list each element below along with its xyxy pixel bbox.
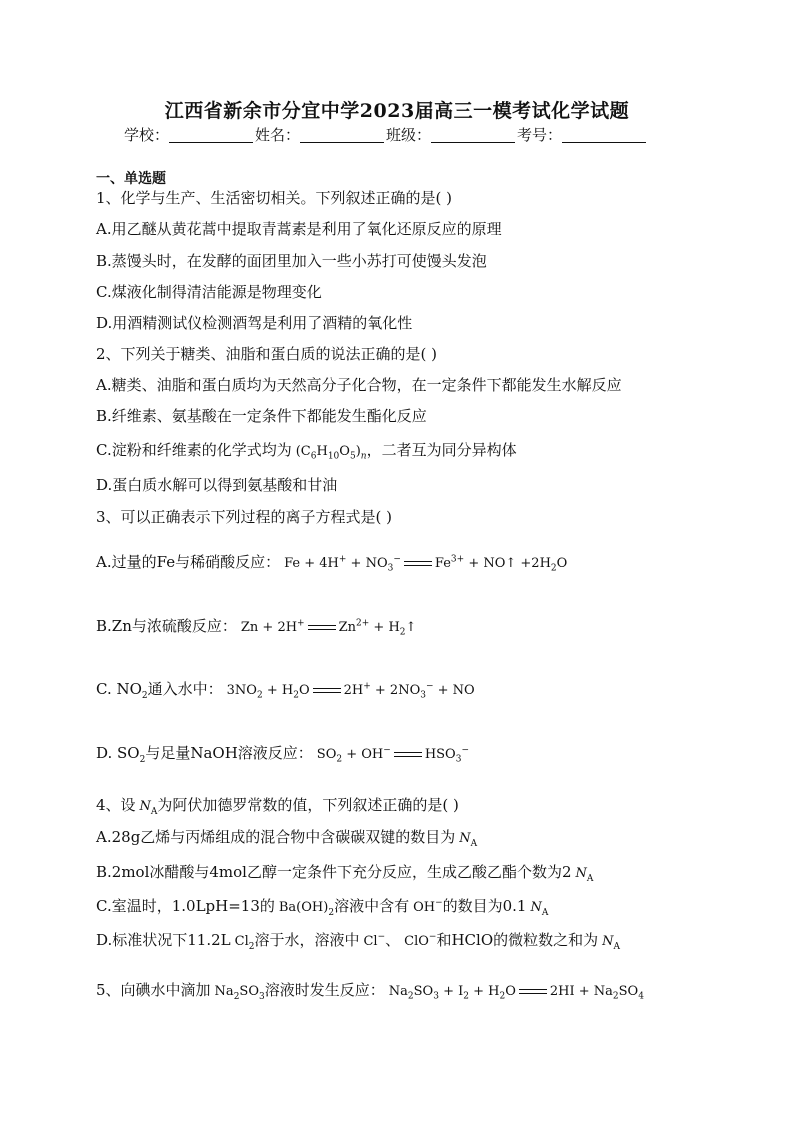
eq-sub: 3: [433, 991, 439, 1002]
eq-sub: A: [470, 839, 478, 849]
q3-d-equation: [316, 745, 469, 765]
class-label: 班级：: [386, 126, 432, 144]
q2-option-b: B.纤维素、氨基酸在一定条件下都能发生酯化反应: [96, 407, 427, 425]
q3-a-text: A.过量的Fe与稀硝酸反应：: [96, 553, 281, 571]
eq-sup: 2+: [356, 618, 370, 629]
number-label: 考号：: [517, 126, 563, 144]
equals-sign: [308, 625, 336, 631]
eq-sub: 2: [399, 627, 406, 638]
eq-sub: 2: [256, 690, 263, 701]
q4-c-text: C.室温时，1.0LpH=13的: [96, 897, 275, 915]
eq-part: O: [505, 984, 516, 999]
formula-sub: 5: [349, 451, 356, 462]
formula-part: O: [339, 444, 350, 459]
section-heading: 一、单选题: [96, 171, 166, 187]
equals-sign: [519, 989, 547, 995]
q3-d-text: D. SO: [96, 744, 140, 762]
q4-stem-text: 为阿伏加德罗常数的值，下列叙述正确的是( ): [157, 796, 459, 814]
q3-c-text: 通入水中：: [147, 680, 223, 698]
q5-stem-text: 溶液时发生反应：: [264, 981, 385, 999]
avogadro-symbol: N: [602, 934, 614, 949]
q2-c-suffix: ，二者互为同分异构体: [366, 441, 517, 459]
q4-stem-text: 4、设: [96, 796, 136, 814]
formula-sub: 10: [327, 451, 340, 462]
page-title: 江西省新余市分宜中学2023届高三一模考试化学试题: [164, 100, 630, 122]
q4-stem: [96, 795, 459, 817]
q3-d-text: 与足量NaOH溶液反应：: [145, 744, 313, 762]
q2-option-a: A.糖类、油脂和蛋白质均为天然高分子化合物，在一定条件下都能发生水解反应: [96, 376, 622, 394]
eq-part: Cl: [363, 934, 378, 949]
q2-option-d: D.蛋白质水解可以得到氨基酸和甘油: [96, 476, 338, 494]
eq-part: O: [298, 683, 310, 698]
q5-stem: [96, 980, 644, 1002]
q4-option-b: [96, 862, 593, 884]
eq-part: 2HI + Na: [549, 984, 613, 999]
eq-sub: 3: [420, 690, 426, 701]
avogadro-symbol: N: [459, 831, 471, 846]
q4-d-text: 、: [385, 931, 401, 949]
q3-option-c: [96, 679, 475, 701]
eq-sup: −: [425, 681, 434, 692]
q5-equation: [388, 984, 644, 1002]
eq-sub: 2: [293, 690, 299, 701]
eq-sup: −: [461, 745, 469, 756]
eq-part: SO: [413, 984, 434, 999]
eq-part: OH: [413, 900, 436, 915]
q3-c-text: C. NO: [96, 680, 142, 698]
equals-sign: [313, 688, 341, 694]
eq-part: ClO: [404, 934, 429, 949]
number-blank[interactable]: [562, 127, 646, 143]
eq-sub: A: [150, 807, 158, 817]
student-info-row: [124, 124, 648, 145]
eq-part: + 2NO: [370, 683, 421, 698]
school-blank[interactable]: [169, 127, 253, 143]
formula-sub: 6: [310, 451, 317, 462]
eq-sup: −: [393, 554, 401, 565]
name-label: 姓名：: [255, 126, 301, 144]
eq-part: SO: [618, 984, 639, 999]
formula-sub: n: [360, 451, 367, 462]
eq-part: Na: [388, 984, 408, 999]
eq-part: ↑: [405, 620, 417, 635]
eq-part: 2H: [343, 683, 364, 698]
q2-c-formula: [295, 444, 367, 462]
avogadro-symbol: N: [530, 900, 542, 915]
eq-sub: 3: [455, 754, 462, 765]
q3-option-b: [96, 616, 416, 638]
avogadro-symbol: N: [575, 866, 587, 881]
eq-sup: +: [297, 618, 305, 629]
eq-part: O: [556, 556, 568, 571]
eq-sup: −: [435, 898, 443, 908]
eq-sup: −: [428, 932, 437, 942]
formula-part: ): [355, 444, 361, 459]
q2-c-prefix: C.淀粉和纤维素的化学式均为: [96, 441, 292, 459]
eq-part: + H: [369, 620, 400, 635]
eq-part: + I: [438, 984, 464, 999]
eq-sup: 3+: [450, 554, 465, 565]
q4-d-text: 溶于水，溶液中: [254, 931, 360, 949]
eq-sub: A: [541, 908, 549, 918]
avogadro-symbol: N: [139, 799, 151, 814]
eq-part: Zn: [338, 620, 356, 635]
eq-sup: −: [377, 932, 386, 942]
q3-b-text: B.Zn与浓硫酸反应：: [96, 617, 237, 635]
q1-option-d: D.用酒精测试仪检测酒驾是利用了酒精的氧化性: [96, 314, 413, 332]
q2-stem: 2、下列关于糖类、油脂和蛋白质的说法正确的是( ): [96, 345, 438, 363]
eq-part: + NO↑ +2H: [464, 556, 551, 571]
q4-option-c: [96, 896, 548, 918]
eq-part: + H: [262, 683, 294, 698]
eq-sup: −: [383, 745, 391, 756]
q4-option-a: [96, 827, 477, 849]
q3-b-equation: [240, 618, 417, 638]
name-blank[interactable]: [300, 127, 384, 143]
eq-sup: +: [338, 554, 347, 565]
eq-sub: 2: [407, 991, 414, 1002]
eq-sub: 2: [550, 563, 557, 574]
q3-option-a: [96, 552, 567, 574]
eq-part: + H: [468, 984, 500, 999]
q3-c-equation: [226, 681, 475, 701]
q4-option-d: [96, 930, 620, 952]
eq-part: Fe: [434, 556, 451, 571]
eq-sub: 2: [612, 991, 619, 1002]
eq-sub: 3: [259, 992, 265, 1002]
q4-d-text: 和HClO的微粒数之和为: [436, 931, 599, 949]
eq-sub: 3: [387, 563, 394, 574]
eq-sub: 2: [141, 691, 148, 701]
eq-sub: 2: [328, 908, 335, 918]
eq-part: 3NO: [226, 683, 257, 698]
q3-a-equation: [284, 554, 568, 574]
eq-sub: 2: [336, 754, 343, 765]
eq-part: SO: [239, 984, 259, 999]
eq-part: Ba(OH): [278, 900, 329, 915]
eq-sub: 2: [139, 755, 146, 765]
q1-option-a: A.用乙醚从黄花蒿中提取青蒿素是利用了氧化还原反应的原理: [96, 220, 502, 238]
equals-sign: [394, 752, 422, 758]
q2-option-c: [96, 440, 517, 462]
eq-sub: 2: [233, 992, 240, 1002]
q1-option-b: B.蒸馒头时，在发酵的面团里加入一些小苏打可使馒头发泡: [96, 252, 487, 270]
equals-sign: [404, 561, 432, 567]
q3-stem: 3、可以正确表示下列过程的离子方程式是( ): [96, 508, 393, 526]
eq-sub: 2: [248, 942, 255, 952]
q1-option-c: C.煤液化制得清洁能源是物理变化: [96, 283, 322, 301]
eq-part: Fe + 4H: [284, 556, 339, 571]
q4-c-text: 的数目为0.1: [442, 897, 527, 915]
q1-stem: 1、化学与生产、生活密切相关。下列叙述正确的是( ): [96, 189, 453, 207]
eq-sub: A: [586, 874, 594, 884]
q4-d-text: D.标准状况下11.2L: [96, 931, 231, 949]
q4-c-text: 溶液中含有: [334, 897, 410, 915]
eq-part: Na: [214, 984, 234, 999]
eq-part: Zn + 2H: [240, 620, 298, 635]
eq-sub: 4: [638, 991, 644, 1002]
q3-option-d: [96, 743, 469, 765]
eq-sub: 2: [499, 991, 506, 1002]
eq-sub: A: [613, 942, 620, 952]
eq-part: + NO: [433, 683, 475, 698]
formula-part: (C: [295, 444, 311, 459]
eq-part: + NO: [346, 556, 388, 571]
formula-part: H: [316, 444, 328, 459]
eq-sub: 2: [463, 991, 469, 1002]
eq-part: SO: [316, 747, 337, 762]
q5-stem-text: 5、向碘水中滴加: [96, 981, 211, 999]
school-label: 学校：: [124, 126, 170, 144]
eq-part: Cl: [234, 934, 249, 949]
q4-b-text: B.2mol冰醋酸与4mol乙醇一定条件下充分反应，生成乙酸乙酯个数为2: [96, 863, 572, 881]
class-blank[interactable]: [431, 127, 515, 143]
q4-a-text: A.28g乙烯与丙烯组成的混合物中含碳碳双键的数目为: [96, 828, 456, 846]
eq-part: HSO: [424, 747, 456, 762]
eq-sup: +: [363, 681, 371, 692]
eq-part: + OH: [342, 747, 384, 762]
